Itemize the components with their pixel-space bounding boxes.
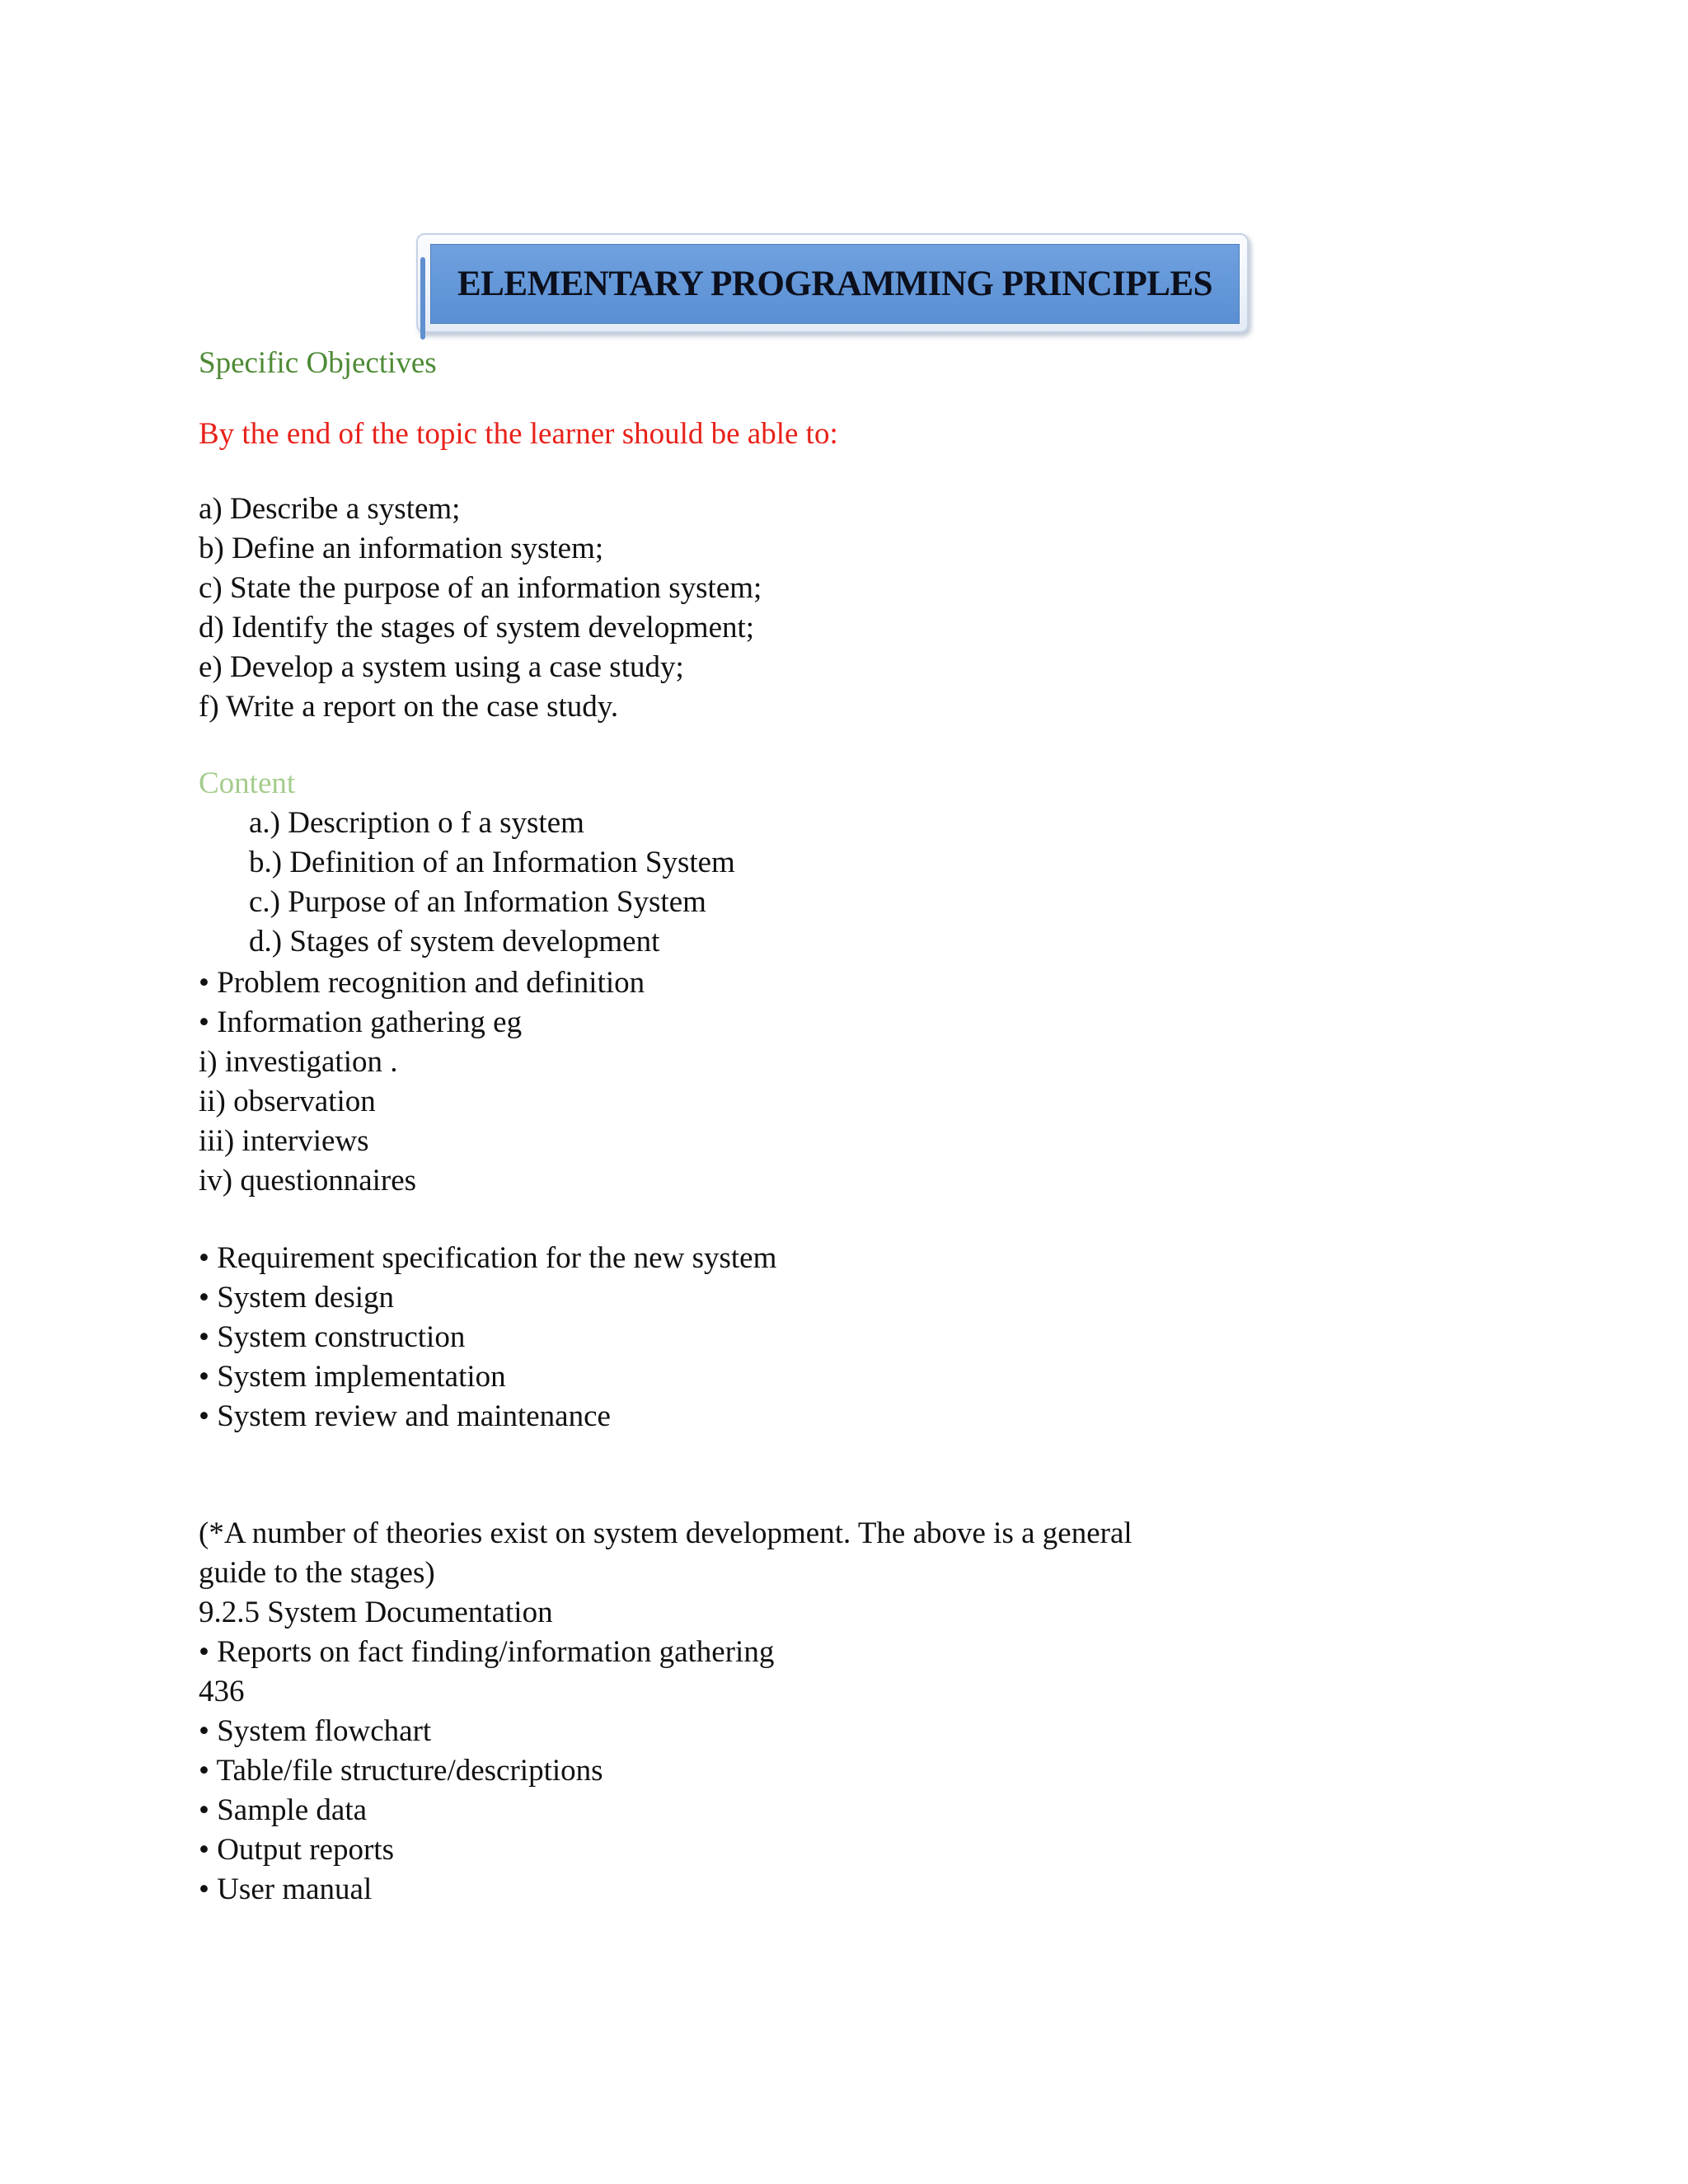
objectives-intro: By the end of the topic the learner should be able to: [199, 417, 838, 451]
stage-bullet: • Information gathering eg [199, 1005, 523, 1039]
stage-bullet: • System design [199, 1281, 395, 1315]
stage-bullet: • Problem recognition and definition [199, 966, 645, 1000]
content-item: a.) Description o f a system [249, 806, 584, 840]
documentation-item: • Sample data [199, 1793, 368, 1827]
gathering-method: i) investigation . [199, 1045, 398, 1079]
objective-item: e) Develop a system using a case study; [199, 650, 684, 684]
objective-item: b) Define an information system; [199, 532, 604, 565]
objective-item: a) Describe a system; [199, 492, 461, 526]
stage-bullet: • System implementation [199, 1360, 506, 1394]
content-item: c.) Purpose of an Information System [249, 885, 706, 919]
gathering-method: ii) observation [199, 1085, 376, 1118]
title-banner [430, 244, 1240, 324]
stage-bullet: • Requirement specification for the new system [199, 1241, 777, 1275]
document-title: ELEMENTARY PROGRAMMING PRINCIPLES [457, 265, 1213, 303]
gathering-method: iv) questionnaires [199, 1164, 417, 1197]
documentation-heading: 9.2.5 System Documentation [199, 1596, 553, 1629]
gathering-method: iii) interviews [199, 1124, 369, 1158]
page-number: 436 [199, 1675, 245, 1708]
stage-bullet: • System construction [199, 1320, 466, 1354]
documentation-item: • Table/file structure/descriptions [199, 1754, 603, 1788]
documentation-item: • Reports on fact finding/information gathering [199, 1635, 775, 1669]
documentation-item: • Output reports [199, 1833, 394, 1867]
specific-objectives-heading: Specific Objectives [199, 346, 437, 380]
theory-note: guide to the stages) [199, 1556, 435, 1590]
theory-note: (*A number of theories exist on system development. The above is a general [199, 1516, 1132, 1550]
documentation-item: • User manual [199, 1872, 373, 1906]
content-heading: Content [199, 766, 296, 800]
content-item: b.) Definition of an Information System [249, 846, 735, 879]
objective-item: d) Identify the stages of system development; [199, 611, 755, 644]
objective-item: c) State the purpose of an information system; [199, 571, 762, 605]
title-banner-edge [420, 257, 425, 340]
content-item: d.) Stages of system development [249, 925, 660, 958]
documentation-item: • System flowchart [199, 1714, 432, 1748]
objective-item: f) Write a report on the case study. [199, 690, 619, 724]
stage-bullet: • System review and maintenance [199, 1399, 611, 1433]
